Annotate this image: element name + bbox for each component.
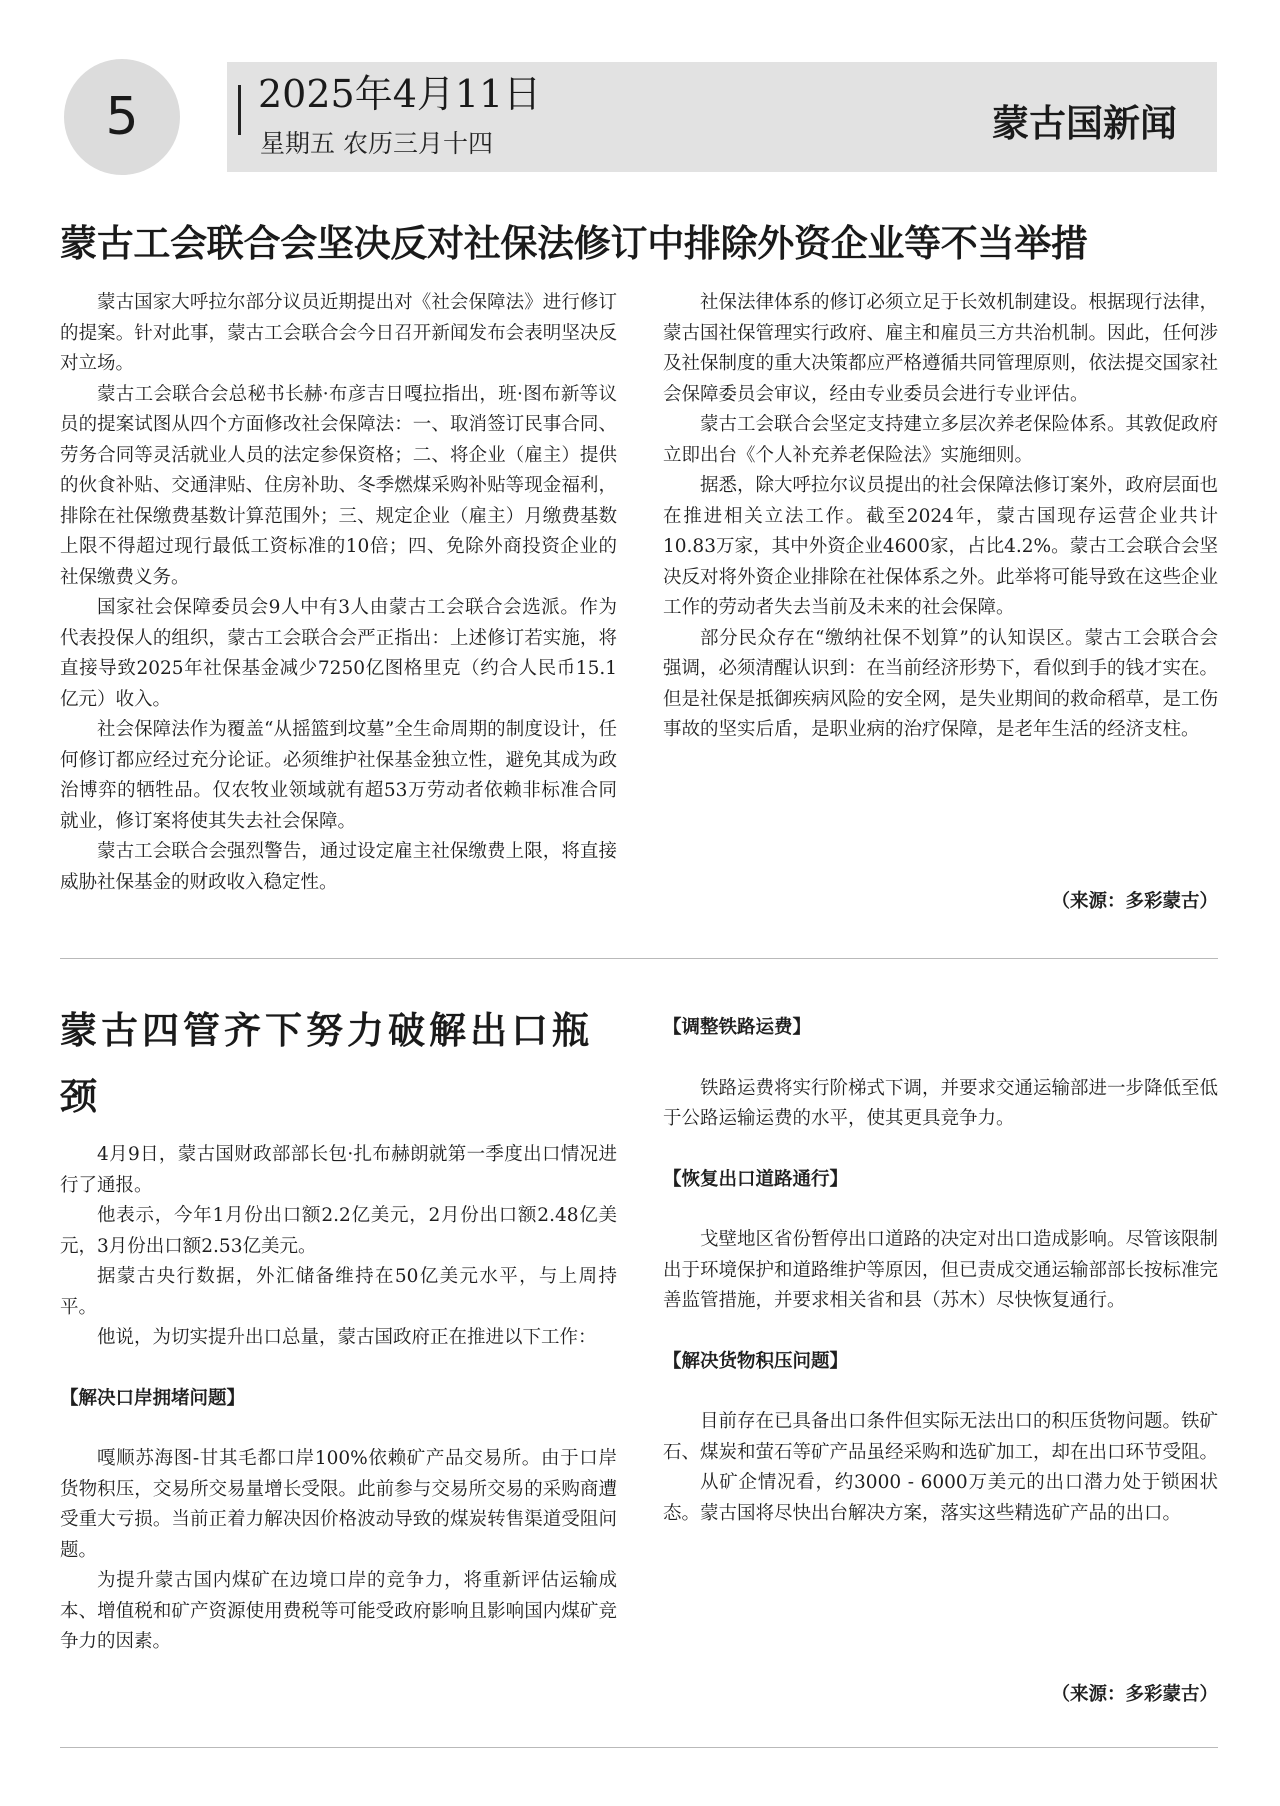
article-divider xyxy=(60,958,1218,959)
article2-section-heading: 【解决口岸拥堵问题】 xyxy=(60,1387,246,1409)
article2-title: 蒙古四管齐下努力破解出口瓶颈 xyxy=(60,1009,593,1118)
article1-column-right xyxy=(663,288,1218,746)
article1-paragraph: 蒙古国家大呼拉尔部分议员近期提出对《社会保障法》进行修订的提案。针对此事，蒙古工会联合会今日召开新闻发布会表明坚决反对立场。 xyxy=(60,292,617,374)
article2-paragraph: 他说，为切实提升出口总量，蒙古国政府正在推进以下工作： xyxy=(97,1327,597,1348)
article2-section-heading: 【恢复出口道路通行】 xyxy=(663,1168,849,1190)
article1-paragraph: 国家社会保障委员会9人中有3人由蒙古工会联合会选派。作为代表投保人的组织，蒙古工会联合会严正指出：上述修订若实施，将直接导致2025年社保基金减少7250亿图格里克（约合人民币15.1亿元）收入。 xyxy=(60,597,617,710)
article1-paragraph: 蒙古工会联合会总秘书长赫·布彦吉日嘎拉指出，班·图布新等议员的提案试图从四个方面修改社会保障法：一、取消签订民事合同、劳务合同等灵活就业人员的法定参保资格；二、将企业（雇主）提供的伙食补贴、交通津贴、住房补助、冬季燃煤采购补贴等现金福利，排除在社保缴费基数计算范围外；三、规定企业（雇主）月缴费基数上限不得超过现行最低工资标准的10倍；四、免除外商投资企业的社保缴费义务。 xyxy=(60,383,617,588)
article1-title: 蒙古工会联合会坚决反对社保法修订中排除外资企业等不当举措 xyxy=(60,222,1088,265)
section-title: 蒙古国新闻 xyxy=(992,102,1177,145)
bottom-divider xyxy=(60,1747,1218,1748)
article2-paragraph: 他表示，今年1月份出口额2.2亿美元，2月份出口额2.48亿美元，3月份出口额2.53亿美元。 xyxy=(60,1205,617,1257)
article2-column-right xyxy=(663,1013,1218,1529)
article1-paragraph: 社会保障法作为覆盖“从摇篮到坟墓”全生命周期的制度设计，任何修订都应经过充分论证。必须维护社保基金独立性，避免其成为政治博弈的牺牲品。仅农牧业领域就有超53万劳动者依赖非标准合同就业，修订案将使其失去社会保障。 xyxy=(60,719,617,832)
article2-paragraph: 目前存在已具备出口条件但实际无法出口的积压货物问题。铁矿石、煤炭和萤石等矿产品虽经采购和选矿加工，却在出口环节受阻。 xyxy=(663,1411,1219,1463)
article1-paragraph: 据悉，除大呼拉尔议员提出的社会保障法修订案外，政府层面也在推进相关立法工作。截至2024年，蒙古国现存运营企业共计10.83万家，其中外资企业4600家，占比4.2%。蒙古工会联合会坚决反对将外资企业排除在社保体系之外。此举将可能导致在这些企业工作的劳动者失去当前及未来的社会保障。 xyxy=(663,475,1219,618)
page-number: 5 xyxy=(105,87,139,147)
article2-paragraph: 4月9日，蒙古国财政部部长包·扎布赫朗就第一季度出口情况进行了通报。 xyxy=(60,1144,617,1196)
article1-paragraph: 部分民众存在“缴纳社保不划算”的认知误区。蒙古工会联合会强调，必须清醒认识到：在当前经济形势下，看似到手的钱才实在。但是社保是抵御疾病风险的安全网，是失业期间的救命稻草，是工伤事故的坚实后盾，是职业病的治疗保障，是老年生活的经济支柱。 xyxy=(663,627,1219,740)
article1-source: （来源：多彩蒙古） xyxy=(1051,891,1218,912)
article2-paragraph: 为提升蒙古国内煤矿在边境口岸的竞争力，将重新评估运输成本、增值税和矿产资源使用费税等可能受政府影响且影响国内煤矿竞争力的因素。 xyxy=(60,1570,617,1652)
article2-section-heading: 【解决货物积压问题】 xyxy=(663,1350,849,1372)
article1-column-left xyxy=(60,288,617,898)
article1-paragraph: 蒙古工会联合会坚定支持建立多层次养老保险体系。其敦促政府立即出台《个人补充养老保险法》实施细则。 xyxy=(663,414,1219,466)
article1-paragraph: 社保法律体系的修订必须立足于长效机制建设。根据现行法律，蒙古国社保管理实行政府、雇主和雇员三方共治机制。因此，任何涉及社保制度的重大决策都应严格遵循共同管理原则，依法提交国家社会保障委员会审议，经由专业委员会进行专业评估。 xyxy=(663,292,1219,405)
article2-paragraph: 铁路运费将实行阶梯式下调，并要求交通运输部进一步降低至低于公路运输运费的水平，使其更具竞争力。 xyxy=(663,1077,1219,1129)
article2-paragraph: 从矿企情况看，约3000 - 6000万美元的出口潜力处于锁困状态。蒙古国将尽快出台解决方案，落实这些精选矿产品的出口。 xyxy=(663,1472,1218,1524)
header-weekday-lunar: 星期五 农历三月十四 xyxy=(260,129,493,158)
article2-paragraph: 戈壁地区省份暂停出口道路的决定对出口造成影响。尽管该限制出于环境保护和道路维护等原因，但已责成交通运输部部长按标准完善监管措施，并要求相关省和县（苏木）尽快恢复通行。 xyxy=(663,1229,1219,1311)
article2-source: （来源：多彩蒙古） xyxy=(1051,1684,1218,1705)
page-number-badge xyxy=(64,59,180,175)
article2-column-left xyxy=(60,1140,617,1658)
article2-section-heading: 【调整铁路运费】 xyxy=(663,1017,812,1038)
article2-paragraph: 据蒙古央行数据，外汇储备维持在50亿美元水平，与上周持平。 xyxy=(60,1266,617,1318)
header-divider xyxy=(238,85,241,135)
header-date: 2025年4月11日 xyxy=(258,72,542,116)
article1-paragraph: 蒙古工会联合会强烈警告，通过设定雇主社保缴费上限，将直接威胁社保基金的财政收入稳定性。 xyxy=(60,841,617,893)
article2-paragraph: 嘎顺苏海图-甘其毛都口岸100%依赖矿产品交易所。由于口岸货物积压，交易所交易量增长受限。此前参与交易所交易的采购商遭受重大亏损。当前正着力解决因价格波动导致的煤炭转售渠道受阻问题。 xyxy=(60,1448,617,1561)
